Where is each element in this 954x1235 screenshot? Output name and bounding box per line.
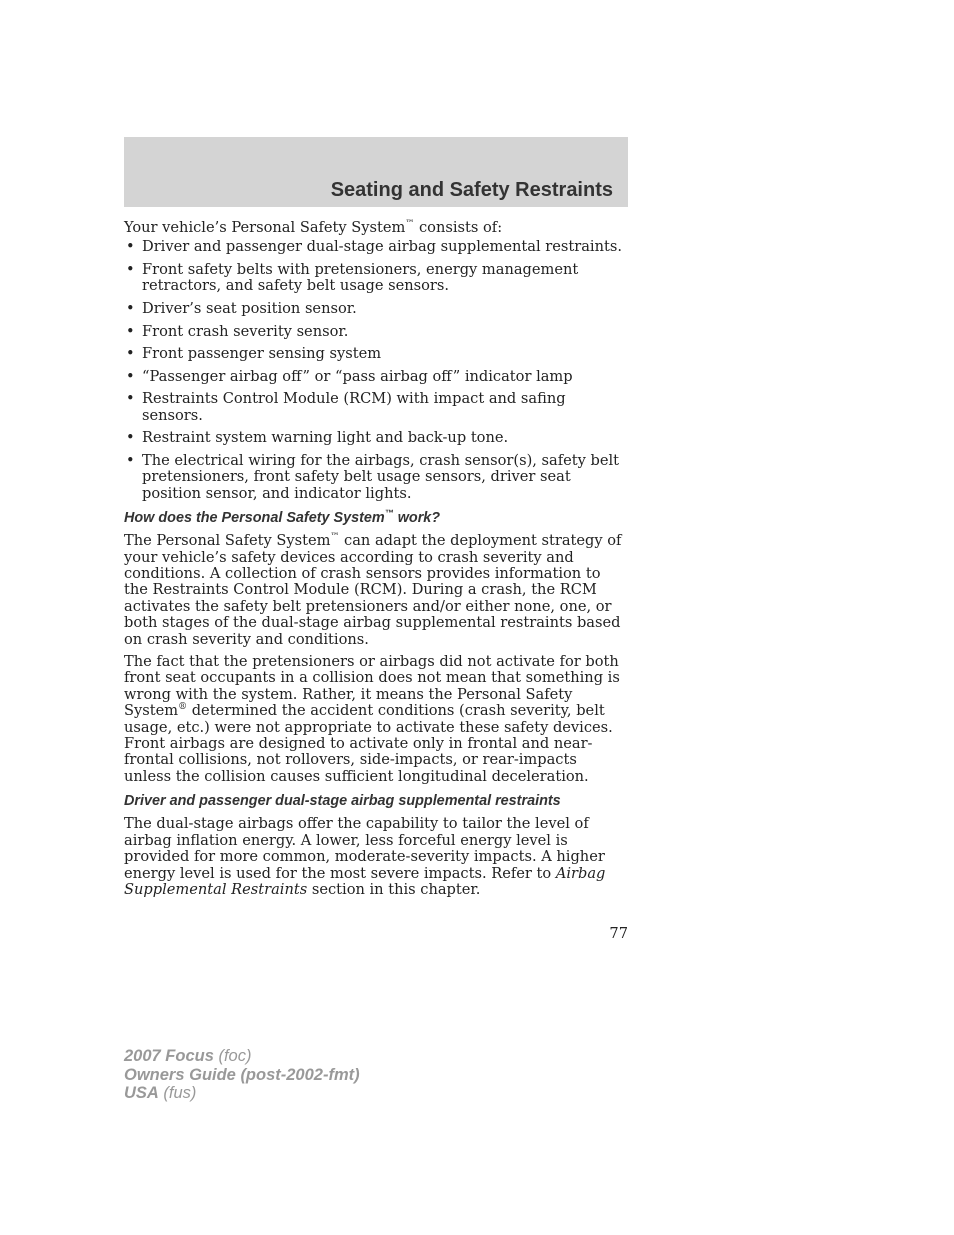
footer-line-guide xyxy=(124,1066,360,1085)
subheading-how-it-works xyxy=(124,510,628,527)
footer-line-model xyxy=(124,1047,360,1066)
paragraph-activation-note xyxy=(124,654,628,785)
intro-text: Your vehicle’s Personal Safety System xyxy=(124,219,406,236)
list-item: • “Passenger airbag off” or “pass airbag off” indicator lamp xyxy=(124,369,628,385)
list-item: • Restraints Control Module (RCM) with impact and safing sensors. xyxy=(124,391,628,424)
list-item: • Front crash severity sensor. xyxy=(124,324,628,340)
section-header-band xyxy=(124,137,628,207)
footer-market: USA xyxy=(124,1084,159,1102)
paragraph-dual-stage xyxy=(124,816,628,898)
list-item: • The electrical wiring for the airbags, crash sensor(s), safety belt pretensioners, front safety belt usage sensors, driver seat position sensor, and indicator lights. xyxy=(124,453,628,502)
subheading-text: How does the Personal Safety System xyxy=(124,510,385,527)
paragraph-text: section in this chapter. xyxy=(307,880,481,898)
document-footer xyxy=(124,1047,360,1103)
paragraph-text: The dual-stage airbags offer the capability to tailor the level of airbag inflation energy. A lower, less forceful energy level is provided for more common, moderate-severity impacts. A higher energy level is used for the most severe impacts. Refer to xyxy=(124,815,605,882)
section-title: Seating and Safety Restraints xyxy=(330,179,613,201)
cross-reference: Airbag Supplemental Restraints xyxy=(124,864,606,898)
subheading-dual-stage-airbags: Driver and passenger dual-stage airbag supplemental restraints xyxy=(124,793,561,810)
paragraph-text: determined the accident conditions (crash severity, belt usage, etc.) were not appropriate to activate these safety devices. Front airbags are designed to activate only in frontal and near-frontal collisions, not rollovers, side-impacts, or rear-impacts unless the collision causes sufficient longitudinal deceleration. xyxy=(124,702,613,785)
paragraph-text: The Personal Safety System xyxy=(124,532,331,550)
paragraph-text: The fact that the pretensioners or airbags did not activate for both front seat occupants in a collision does not mean that something is wrong with the system. Rather, it means the Personal Safety System xyxy=(124,653,620,720)
paragraph-adapt-deployment xyxy=(124,533,628,648)
list-item: • Driver and passenger dual-stage airbag supplemental restraints. xyxy=(124,239,628,255)
list-item: • Restraint system warning light and back-up tone. xyxy=(124,430,628,446)
subheading-tail: work? xyxy=(393,510,441,527)
registered-symbol: ® xyxy=(178,702,188,713)
list-item: • Driver’s seat position sensor. xyxy=(124,301,628,317)
list-item: • Front safety belts with pretensioners, energy management retractors, and safety belt usage sensors. xyxy=(124,262,628,295)
footer-guide: Owners Guide (post-2002-fmt) xyxy=(124,1065,360,1084)
components-list xyxy=(124,239,628,502)
footer-line-market xyxy=(124,1084,360,1103)
intro-paragraph xyxy=(124,220,628,236)
list-item: • Front passenger sensing system xyxy=(124,346,628,362)
trademark-symbol: ™ xyxy=(384,508,394,519)
paragraph-text: can adapt the deployment strategy of your vehicle’s safety devices according to crash severity and conditions. A collection of crash sensors provides information to the Restraints Control Module (RCM). During a crash, the RCM activates the safety belt pretensioners and/or either none, one, or both stages of the dual-stage airbag supplemental restraints based on crash severity and conditions. xyxy=(124,532,622,648)
page-number: 77 xyxy=(609,925,628,942)
intro-tail: consists of: xyxy=(414,219,503,236)
page-content xyxy=(124,220,628,904)
trademark-symbol: ™ xyxy=(330,532,340,543)
footer-model: 2007 Focus xyxy=(124,1047,214,1065)
footer-code: (fus) xyxy=(158,1084,197,1102)
trademark-symbol: ™ xyxy=(405,219,415,230)
footer-code: (foc) xyxy=(213,1047,252,1065)
